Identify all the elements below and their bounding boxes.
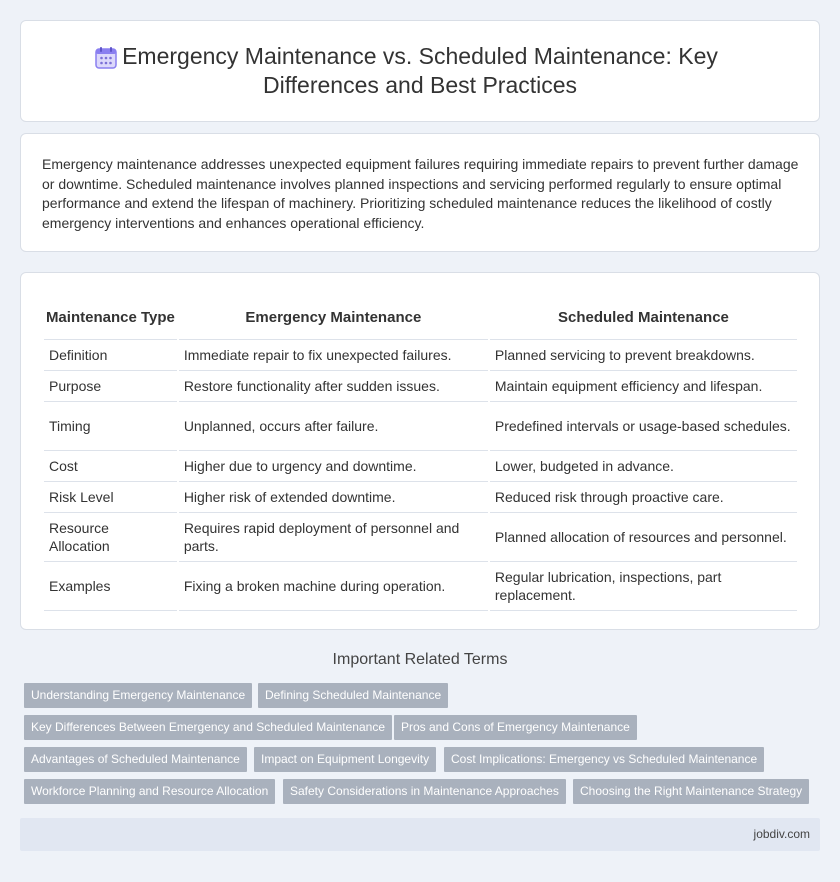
table-cell: Reduced risk through proactive care. [490,482,797,513]
table-row [44,513,797,562]
related-term-tag[interactable]: Pros and Cons of Emergency Maintenance [394,715,637,740]
table-cell: Lower, budgeted in advance. [490,451,797,482]
table-cell: Resource Allocation [44,513,177,562]
table-row [44,451,797,482]
table-cell: Cost [44,451,177,482]
table-cell: Regular lubrication, inspections, part replacement. [490,562,797,611]
table-cell: Examples [44,562,177,611]
table-cell: Planned servicing to prevent breakdowns. [490,340,797,371]
intro-card [20,133,820,252]
table-cell: Higher due to urgency and downtime. [179,451,488,482]
related-term-tag[interactable]: Advantages of Scheduled Maintenance [24,747,247,772]
comparison-table-card [20,272,820,630]
table-cell: Planned allocation of resources and personnel. [490,513,797,562]
table-header-row [44,297,797,340]
intro-paragraph: Emergency maintenance addresses unexpected equipment failures requiring immediate repairs to prevent further damage or downtime. Scheduled maintenance involves planned inspections and servicing performed regularly to ensure optimal performance and extend the lifespan of machinery. Prioritizing scheduled maintenance reduces the likelihood of costly emergency interventions and enhances operational efficiency. [42,156,799,231]
related-terms-heading: Important Related Terms [332,651,508,668]
related-term-tag[interactable]: Understanding Emergency Maintenance [24,683,252,708]
table-row [44,371,797,402]
table-cell: Maintain equipment efficiency and lifespan. [490,371,797,402]
column-header: Scheduled Maintenance [490,297,797,340]
page-title: Emergency Maintenance vs. Scheduled Maintenance: Key Differences and Best Practices [122,43,718,98]
table-row [44,562,797,611]
related-term-tag[interactable]: Key Differences Between Emergency and Scheduled Maintenance [24,715,392,740]
table-row [44,340,797,371]
table-cell: Fixing a broken machine during operation. [179,562,488,611]
table-cell: Risk Level [44,482,177,513]
related-term-tag[interactable]: Impact on Equipment Longevity [254,747,436,772]
table-row [44,482,797,513]
table-cell: Timing [44,402,177,451]
table-cell: Unplanned, occurs after failure. [179,402,488,451]
title-card [20,20,820,122]
footer-bar [20,818,820,851]
table-cell: Requires rapid deployment of personnel and parts. [179,513,488,562]
table-cell: Predefined intervals or usage-based schedules. [490,402,797,451]
table-cell: Definition [44,340,177,371]
table-cell: Purpose [44,371,177,402]
table-cell: Immediate repair to fix unexpected failures. [179,340,488,371]
related-term-tag[interactable]: Choosing the Right Maintenance Strategy [573,779,809,804]
footer-site-name[interactable]: jobdiv.com [753,827,810,841]
table-cell: Restore functionality after sudden issues. [179,371,488,402]
related-term-tag[interactable]: Defining Scheduled Maintenance [258,683,448,708]
related-term-tag[interactable]: Safety Considerations in Maintenance Approaches [283,779,566,804]
related-term-tag[interactable]: Workforce Planning and Resource Allocation [24,779,275,804]
table-cell: Higher risk of extended downtime. [179,482,488,513]
column-header: Maintenance Type [44,297,177,340]
comparison-table [42,297,799,611]
related-term-tag[interactable]: Cost Implications: Emergency vs Scheduled Maintenance [444,747,764,772]
table-row [44,402,797,451]
column-header: Emergency Maintenance [179,297,488,340]
